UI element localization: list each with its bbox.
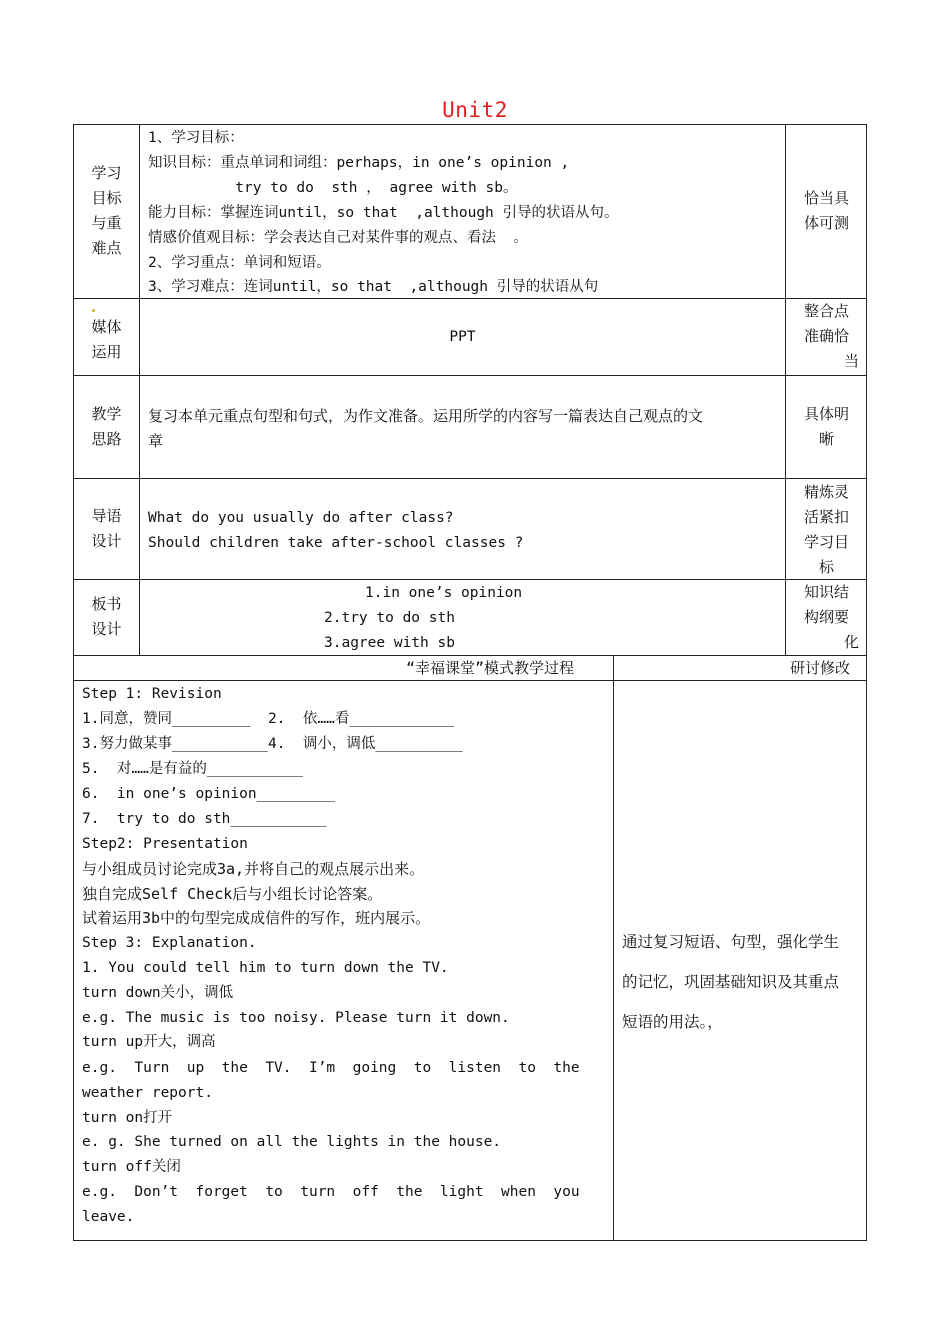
goals-criteria: 恰当具 体可测 xyxy=(803,189,849,232)
goals-label: 学习 目标 与重 难点 xyxy=(91,164,122,257)
media-criteria: 整合点 准确恰 当 xyxy=(803,302,859,370)
process-header: “幸福课堂”模式教学过程 xyxy=(406,659,575,677)
media-label: 媒体 运用 xyxy=(74,298,139,375)
intro-label: 导语 设计 xyxy=(91,506,122,550)
approach-label: 教学 思路 xyxy=(91,404,122,448)
approach-criteria: 具体明 晰 xyxy=(803,405,849,448)
intro-criteria: 精炼灵 活紧扣 学习目 标 xyxy=(803,483,849,576)
board-label: 板书 设计 xyxy=(91,595,122,638)
board-criteria: 知识结 构纲要 化 xyxy=(803,583,859,651)
review-header: 研讨修改 xyxy=(790,659,851,677)
media-content: PPT xyxy=(449,329,476,345)
document-title: Unit2 xyxy=(442,98,508,122)
